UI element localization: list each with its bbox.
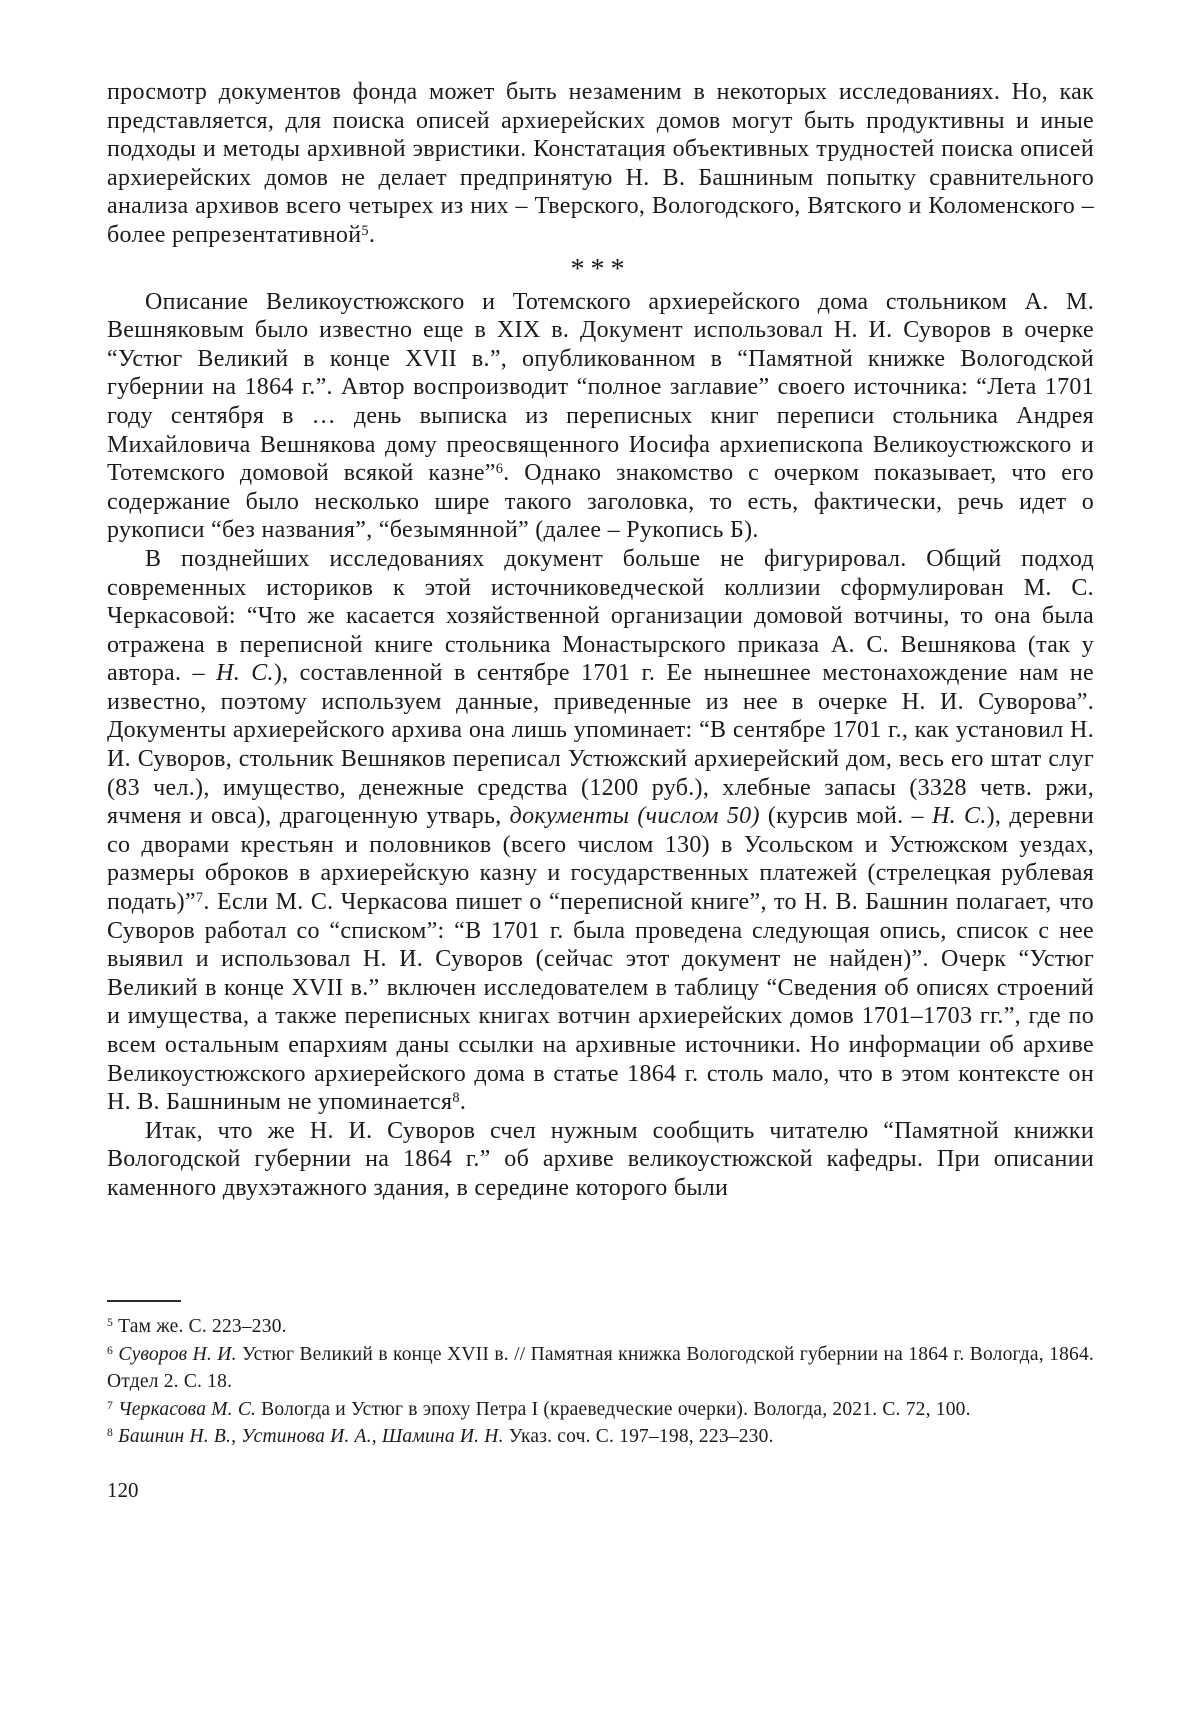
page-number: 120 bbox=[107, 1478, 139, 1502]
footnote-separator-rule bbox=[107, 1300, 181, 1302]
text-run: Устюг Великий в конце XVII в. // Памятная книжка Вологодской губернии на 1864 г. Вологда, 1864. Отдел 2. С. 18. bbox=[107, 1343, 1094, 1392]
footnote bbox=[107, 1313, 1094, 1341]
text-run: В позднейших исследованиях документ больше не фигурировал. Общий подход современных историков к этой источниковедческой коллизии сформулирован М. С. Черкасовой: “Что же касается хозяйственной организации домовой вотчины, то она была отражена в переписной книге стольника Монастырского приказа А. С. Вешнякова (так у автора. – bbox=[107, 545, 1094, 687]
footnote-marker: 8 bbox=[107, 1426, 114, 1440]
footnote-marker: 5 bbox=[107, 1316, 114, 1330]
footnote-reference: 6 bbox=[495, 460, 504, 477]
footnote bbox=[107, 1423, 1094, 1451]
text-run: ), деревни со дворами крестьян и половников (всего числом 130) в Усольском и Устюжском уездах, размеры оброков в архиерейскую казну и государственных платежей (стрелецкая рублевая подать)” bbox=[107, 803, 1094, 916]
footnotes-section bbox=[107, 1300, 1094, 1451]
text-run: . bbox=[368, 221, 376, 248]
footnote-reference: 5 bbox=[361, 222, 369, 239]
text-run: (курсив мой. – bbox=[759, 803, 932, 830]
footnote-marker: 7 bbox=[107, 1398, 114, 1412]
footnote-reference: 8 bbox=[452, 1090, 460, 1106]
emphasis-text: Черкасова М. С. bbox=[118, 1398, 257, 1420]
text-run: Вологда и Устюг в эпоху Петра I (краеведческие очерки). Вологда, 2021. С. 72, 100. bbox=[256, 1398, 971, 1420]
paragraph bbox=[107, 288, 1094, 545]
text-run: просмотр документов фонда может быть незаменим в некоторых исследованиях. Но, как представляется, для поиска описей архиерейских домов могут быть продуктивны и иные подходы и методы архивной эвристики. Констатация объективных трудностей поиска описей архиерейских домов не делает предпринятую Н. В. Башниным попытку сравнительного анализа архивов всего четырех из них – Тверского, Вологодского, Вятского и Коломенского – более репрезентативной bbox=[107, 79, 1094, 248]
footnotes-list bbox=[107, 1313, 1094, 1451]
text-run: . bbox=[459, 1089, 467, 1116]
footnote bbox=[107, 1396, 1094, 1424]
emphasis-text: Башнин Н. В., Устинова И. А., Шамина И. Н. bbox=[118, 1426, 504, 1447]
paragraph bbox=[107, 78, 1094, 250]
emphasis-text: документы (числом 50) bbox=[509, 803, 760, 830]
text-run: Итак, что же Н. И. Суворов счел нужным сообщить читателю “Памятной книжки Вологодской губернии на 1864 г.” об архиве великоустюжской кафедры. При описании каменного двухэтажного здания, в середине которого были bbox=[107, 1117, 1094, 1201]
text-run: . Однако знакомство с очерком показывает, что его содержание было несколько шире такого заголовка, то есть, фактически, речь идет о рукописи “без названия”, “безымянной” (далее – Рукопись Б). bbox=[107, 460, 1094, 544]
emphasis-text: Суворов Н. И. bbox=[118, 1343, 237, 1365]
text-run: Там же. С. 223–230. bbox=[118, 1316, 287, 1337]
footnote-reference: 7 bbox=[195, 889, 204, 906]
paragraph bbox=[107, 1117, 1094, 1203]
emphasis-text: Н. С. bbox=[931, 803, 987, 830]
paragraph bbox=[107, 545, 1094, 1117]
emphasis-text: Н. С. bbox=[216, 660, 274, 687]
section-separator: *** bbox=[570, 253, 631, 285]
text-run: ), составленной в сентябре 1701 г. Ее нынешнее местонахождение нам не известно, поэтому используем данные, приведенные из нее в очерке Н. И. Суворова”. Документы архиерейского архива она лишь упоминает: “В сентябре 1701 г., как установил Н. И. Суворов, стольник Вешняков переписал Устюжский архиерейский дом, весь его штат слуг (83 чел.), имущество, денежные средства (1200 руб.), хлебные запасы (3328 четв. ржи, ячменя и овса), драгоценную утварь, bbox=[107, 660, 1094, 830]
text-run: Указ. соч. С. 197–198, 223–230. bbox=[503, 1426, 774, 1447]
body-text bbox=[107, 78, 1094, 1203]
text-run: Описание Великоустюжского и Тотемского архиерейского дома стольником А. М. Вешняковым было известно еще в XIX в. Документ использовал Н. И. Суворов в очерке “Устюг Великий в конце XVII в.”, опубликованном в “Памятной книжке Вологодской губернии на 1864 г.”. Автор воспроизводит “полное заглавие” своего источника: “Лета 1701 году сентября в … день выписка из переписных книг переписи стольника Андрея Михайловича Вешнякова дому преосвященного Иосифа архиепископа Великоустюжского и Тотемского домовой всякой казне” bbox=[107, 288, 1094, 487]
footnote-marker: 6 bbox=[107, 1343, 114, 1357]
footnote bbox=[107, 1341, 1094, 1396]
text-run: . Если М. С. Черкасова пишет о “переписной книге”, то Н. В. Башнин полагает, что Суворов работал со “списком”: “В 1701 г. была проведена следующая опись, список с нее выявил и использовал Н. И. Суворов (сейчас этот документ не найден)”. Очерк “Устюг Великий в конце XVII в.” включен исследователем в таблицу “Сведения об описях строений и имущества, а также переписных книгах вотчин архиерейских домов 1701–1703 гг.”, где по всем остальным епархиям даны ссылки на архивные источники. Но информации об архиве Великоустюжского архиерейского дома в статье 1864 г. столь мало, что в этом контексте он Н. В. Башниным не упоминается bbox=[107, 889, 1094, 1116]
